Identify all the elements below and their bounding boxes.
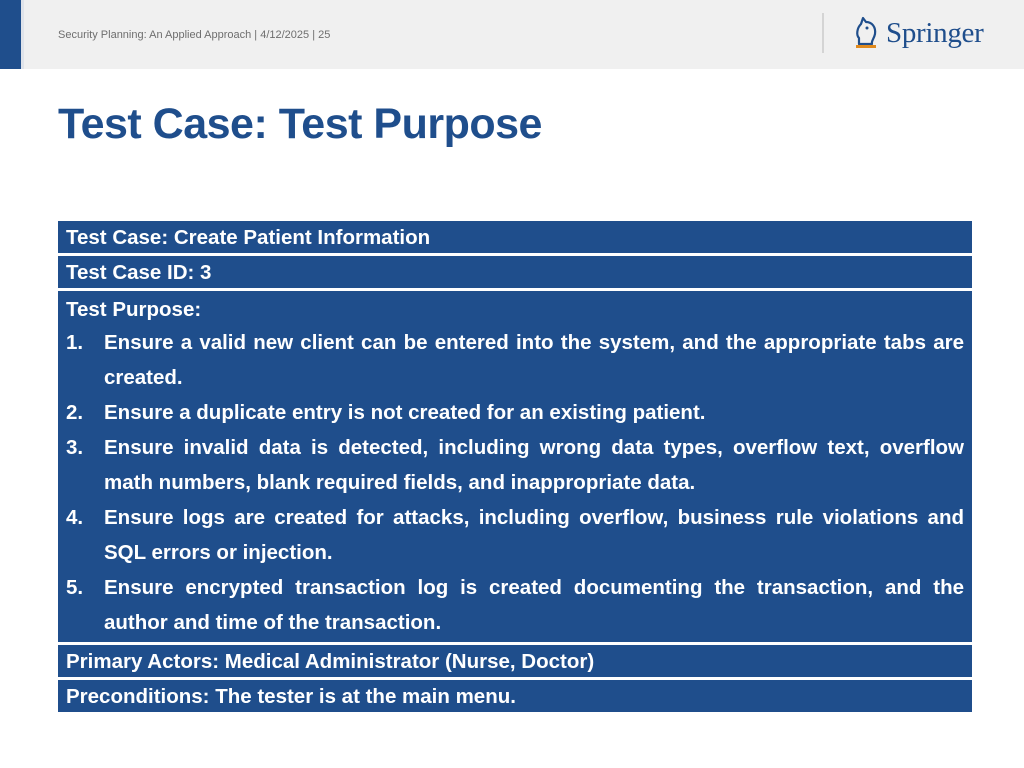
springer-logo — [852, 14, 983, 52]
purpose-item-text: Ensure logs are created for attacks, including overflow, business rule violations and SQL errors or injection. — [104, 506, 964, 564]
springer-logo-text: Springer — [886, 16, 984, 49]
purpose-item-text: Ensure a valid new client can be entered into the system, and the appropriate tabs are created. — [104, 331, 964, 389]
purpose-item-number: 3. — [66, 436, 84, 459]
slide-footer-info: Security Planning: An Applied Approach | 4/12/2025 | 25 — [58, 29, 331, 41]
purpose-item-text: Ensure encrypted transaction log is created documenting the transaction, and the author and time of the transaction. — [104, 576, 964, 634]
header-bar — [0, 0, 1024, 69]
purpose-list-item — [66, 430, 964, 500]
slide-title: Test Case: Test Purpose — [58, 100, 542, 148]
primary-actors-row: Primary Actors: Medical Administrator (Nurse, Doctor) — [58, 645, 972, 680]
purpose-list-item — [66, 325, 964, 395]
purpose-list-item — [66, 395, 964, 430]
test-case-name-row: Test Case: Create Patient Information — [58, 221, 972, 256]
test-purpose-row — [58, 291, 972, 645]
test-purpose-label: Test Purpose: — [66, 298, 202, 321]
chess-knight-icon — [852, 14, 880, 52]
test-case-id-row: Test Case ID: 3 — [58, 256, 972, 291]
purpose-item-number: 5. — [66, 576, 84, 599]
logo-divider — [822, 13, 824, 53]
purpose-item-number: 4. — [66, 506, 84, 529]
purpose-item-text: Ensure a duplicate entry is not created for an existing patient. — [104, 401, 706, 424]
purpose-item-text: Ensure invalid data is detected, including wrong data types, overflow text, overflow math numbers, blank required fields, and inappropriate data. — [104, 436, 964, 494]
purpose-list-item — [66, 570, 964, 640]
test-purpose-list — [66, 325, 964, 640]
purpose-list-item — [66, 500, 964, 570]
header-accent-stripe — [0, 0, 21, 69]
purpose-item-number: 2. — [66, 401, 84, 424]
preconditions-row: Preconditions: The tester is at the main menu. — [58, 680, 972, 712]
test-case-table — [58, 221, 972, 712]
purpose-item-number: 1. — [66, 331, 84, 354]
